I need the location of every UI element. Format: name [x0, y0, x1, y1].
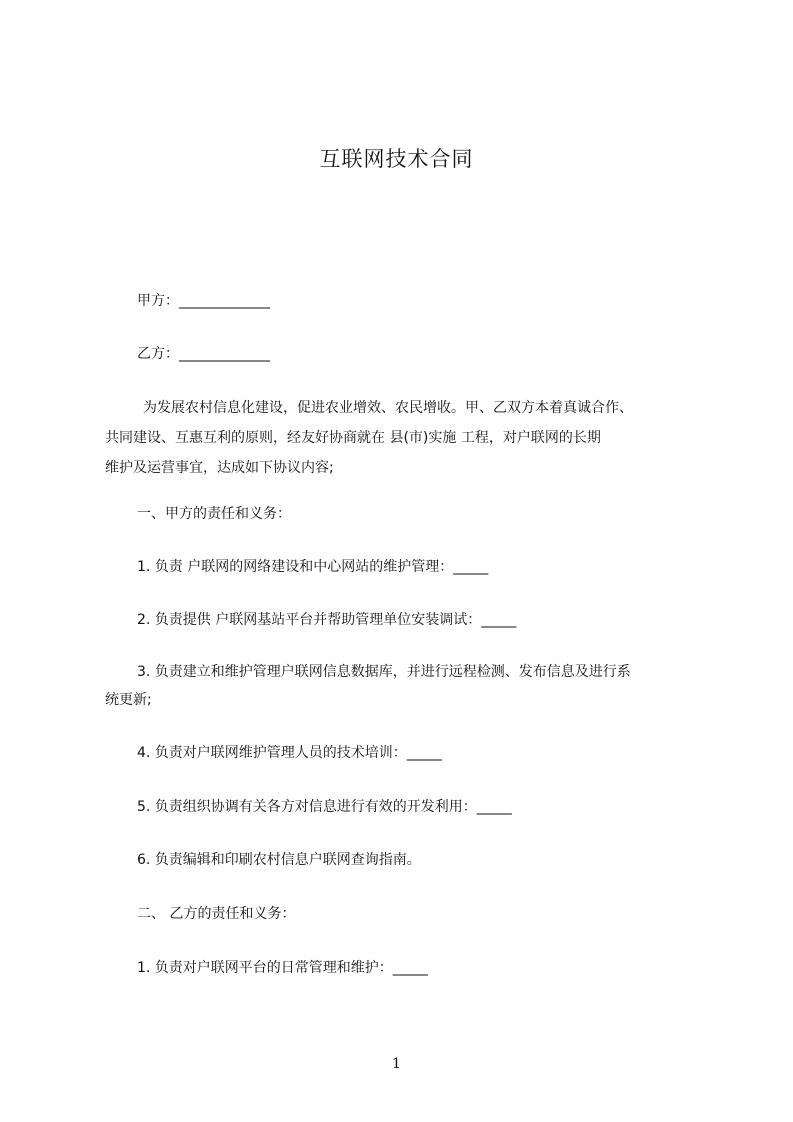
document-title: 互联网技术合同: [319, 147, 474, 171]
intro-line: 维护及运营事宜，达成如下协议内容;: [105, 460, 334, 476]
section-a-item: 5. 负责组织协调有关各方对信息进行有效的开发利用：_____: [137, 799, 512, 815]
party-a-line: 甲方：_____________: [137, 293, 270, 309]
section-b-heading: 二、 乙方的责任和义务：: [137, 906, 296, 922]
section-a-heading: 一、甲方的责任和义务：: [137, 506, 291, 522]
intro-paragraph: [105, 393, 705, 483]
section-a-item-continuation: 统更新;: [105, 692, 152, 708]
section-a-item: 6. 负责编辑和印刷农村信息户联网查询指南。: [137, 852, 421, 868]
section-a-item: 2. 负责提供 户联网基站平台并帮助管理单位安装调试：_____: [137, 612, 517, 628]
section-a-item: 1. 负责 户联网的网络建设和中心网站的维护管理：_____: [137, 559, 489, 575]
party-b-line: 乙方：_____________: [137, 346, 270, 362]
page-number: 1: [392, 1056, 401, 1072]
intro-line: 共同建设、互惠互利的原则，经友好协商就在 县(市)实施 工程，对户联网的长期: [105, 430, 601, 446]
section-a-item: 4. 负责对户联网维护管理人员的技术培训：_____: [137, 745, 442, 761]
intro-line: 为发展农村信息化建设，促进农业增效、农民增收。甲、乙双方本着真诚合作、: [129, 400, 633, 416]
section-a-item: 3. 负责建立和维护管理户联网信息数据库，并进行远程检测、发布信息及进行系: [137, 664, 631, 680]
section-b-item: 1. 负责对户联网平台的日常管理和维护：_____: [137, 960, 428, 976]
